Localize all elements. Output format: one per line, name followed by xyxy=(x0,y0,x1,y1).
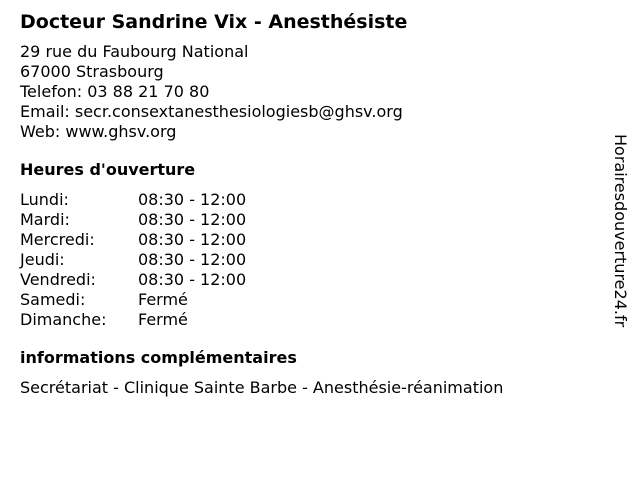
watermark-text: Horairesdouverture24.fr xyxy=(611,134,630,328)
hours-row-sunday xyxy=(20,310,600,330)
hours-day: Samedi: xyxy=(20,290,86,309)
hours-day: Lundi: xyxy=(20,190,69,209)
hours-time: Fermé xyxy=(138,290,188,309)
additional-info-text: Secrétariat - Clinique Sainte Barbe - Anesthésie-réanimation xyxy=(20,378,504,397)
hours-time: 08:30 - 12:00 xyxy=(138,230,247,249)
hours-row-friday xyxy=(20,270,600,290)
hours-time: 08:30 - 12:00 xyxy=(138,210,247,229)
hours-day: Jeudi: xyxy=(20,250,65,269)
hours-time: 08:30 - 12:00 xyxy=(138,270,247,289)
email-address[interactable]: Email: secr.consextanesthesiologiesb@ghsv.org xyxy=(20,102,403,121)
page-title: Docteur Sandrine Vix - Anesthésiste xyxy=(20,11,408,33)
practice-card xyxy=(20,10,600,398)
hours-row-thursday xyxy=(20,250,600,270)
address-street: 29 rue du Faubourg National xyxy=(20,42,249,61)
hours-row-saturday xyxy=(20,290,600,310)
hours-day: Mercredi: xyxy=(20,230,95,249)
hours-time: 08:30 - 12:00 xyxy=(138,250,247,269)
hours-time: 08:30 - 12:00 xyxy=(138,190,247,209)
contact-block xyxy=(20,42,600,142)
address-city: 67000 Strasbourg xyxy=(20,62,164,81)
hours-row-monday xyxy=(20,190,600,210)
hours-day: Vendredi: xyxy=(20,270,96,289)
opening-hours-heading: Heures d'ouverture xyxy=(20,160,196,179)
hours-day: Dimanche: xyxy=(20,310,107,329)
hours-row-tuesday xyxy=(20,210,600,230)
website-link[interactable]: Web: www.ghsv.org xyxy=(20,122,177,141)
hours-time: Fermé xyxy=(138,310,188,329)
additional-info-heading: informations complémentaires xyxy=(20,348,297,367)
site-watermark xyxy=(608,134,632,374)
opening-hours-table xyxy=(20,190,600,330)
hours-day: Mardi: xyxy=(20,210,70,229)
hours-row-wednesday xyxy=(20,230,600,250)
phone-number[interactable]: Telefon: 03 88 21 70 80 xyxy=(20,82,210,101)
